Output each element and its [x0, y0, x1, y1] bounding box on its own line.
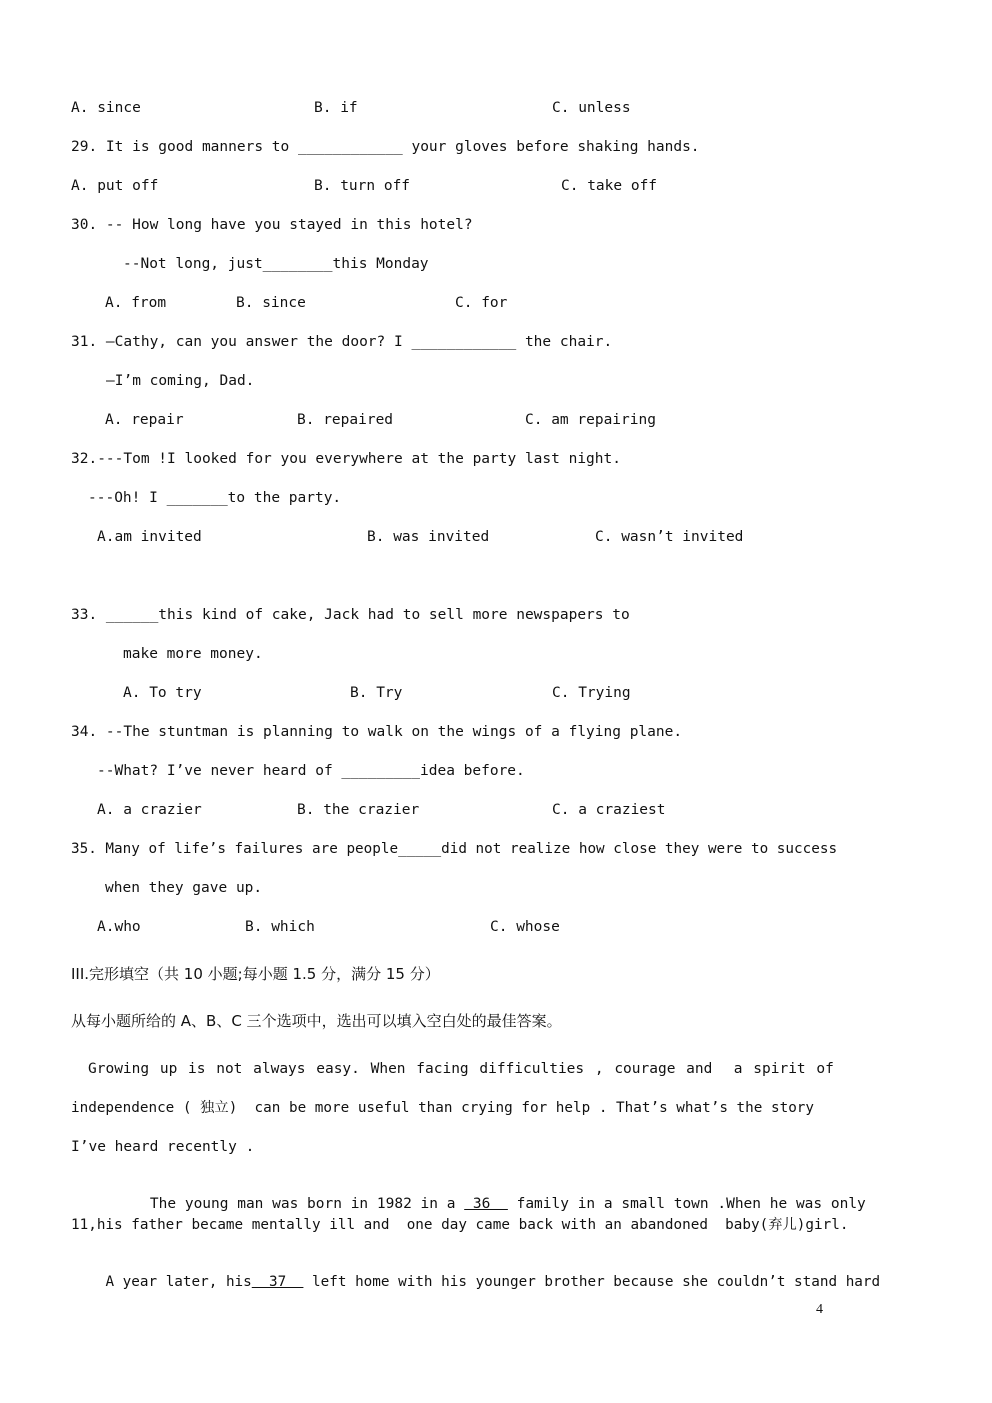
- q29-option-b: B. turn off: [314, 178, 411, 194]
- q32-reply: ---Oh! I _______to the party.: [88, 490, 342, 506]
- q34-option-a: A. a crazier: [97, 802, 202, 818]
- q35-option-c: C. whose: [490, 919, 560, 935]
- blank-36: 36: [464, 1196, 508, 1212]
- section-instruction: 从每小题所给的 A、B、C 三个选项中，选出可以填入空白处的最佳答案。: [71, 1012, 562, 1030]
- q33-option-c: C. Trying: [552, 685, 631, 701]
- q33-continuation: make more money.: [123, 646, 263, 662]
- passage-text: left home with his younger brother because she couldn’t stand hard: [303, 1274, 881, 1290]
- q28-option-c: C. unless: [552, 100, 631, 116]
- question-29: 29. It is good manners to ____________ your gloves before shaking hands.: [71, 139, 700, 155]
- q35-continuation: when they gave up.: [105, 880, 263, 896]
- question-34: 34. --The stuntman is planning to walk on the wings of a flying plane.: [71, 724, 683, 740]
- q33-option-b: B. Try: [350, 685, 403, 701]
- passage-text: The young man was born in 1982 in a: [149, 1196, 465, 1212]
- q30-reply: --Not long, just________this Monday: [123, 256, 429, 272]
- passage-text: family in a small town .When he was only: [507, 1196, 866, 1212]
- question-31: 31. —Cathy, can you answer the door? I ____________ the chair.: [71, 334, 613, 350]
- question-30: 30. -- How long have you stayed in this hotel?: [71, 217, 473, 233]
- q34-reply: --What? I’ve never heard of _________idea before.: [97, 763, 525, 779]
- q28-option-b: B. if: [314, 100, 358, 116]
- passage-line-6: [71, 1255, 880, 1309]
- q34-option-c: C. a craziest: [552, 802, 666, 818]
- section-heading: III.完形填空（共 10 小题;每小题 1.5 分，满分 15 分）: [71, 965, 440, 983]
- page-number: 4: [816, 1302, 823, 1317]
- q31-option-a: A. repair: [105, 412, 184, 428]
- q30-option-c: C. for: [455, 295, 508, 311]
- blank-37: 37: [251, 1274, 304, 1290]
- q31-option-c: C. am repairing: [525, 412, 656, 428]
- q30-option-b: B. since: [236, 295, 306, 311]
- q29-option-c: C. take off: [561, 178, 658, 194]
- question-32: 32.---Tom !I looked for you everywhere at the party last night.: [71, 451, 621, 467]
- q34-option-b: B. the crazier: [297, 802, 420, 818]
- q35-option-a: A.who: [97, 919, 141, 935]
- question-35: 35. Many of life’s failures are people_____did not realize how close they were to success: [71, 841, 838, 857]
- q28-option-a: A. since: [71, 100, 141, 116]
- passage-text: A year later, his: [105, 1274, 252, 1290]
- q30-option-a: A. from: [105, 295, 167, 311]
- q31-option-b: B. repaired: [297, 412, 394, 428]
- passage-line-5: 11,his father became mentally ill and one day came back with an abandoned baby(弃儿)girl.: [71, 1217, 849, 1233]
- q32-option-c: C. wasn’t invited: [595, 529, 744, 545]
- passage-line-3: I’ve heard recently .: [71, 1139, 255, 1155]
- question-33: 33. ______this kind of cake, Jack had to sell more newspapers to: [71, 607, 630, 623]
- q29-option-a: A. put off: [71, 178, 159, 194]
- q31-reply: —I’m coming, Dad.: [106, 373, 255, 389]
- q33-option-a: A. To try: [123, 685, 202, 701]
- passage-line-2: independence ( 独立) can be more useful than crying for help . That’s what’s the story: [71, 1100, 815, 1116]
- passage-line-1: Growing up is not always easy. When facing difficulties , courage and a spirit of: [88, 1061, 834, 1077]
- q32-option-b: B. was invited: [367, 529, 490, 545]
- q32-option-a: A.am invited: [97, 529, 202, 545]
- q35-option-b: B. which: [245, 919, 315, 935]
